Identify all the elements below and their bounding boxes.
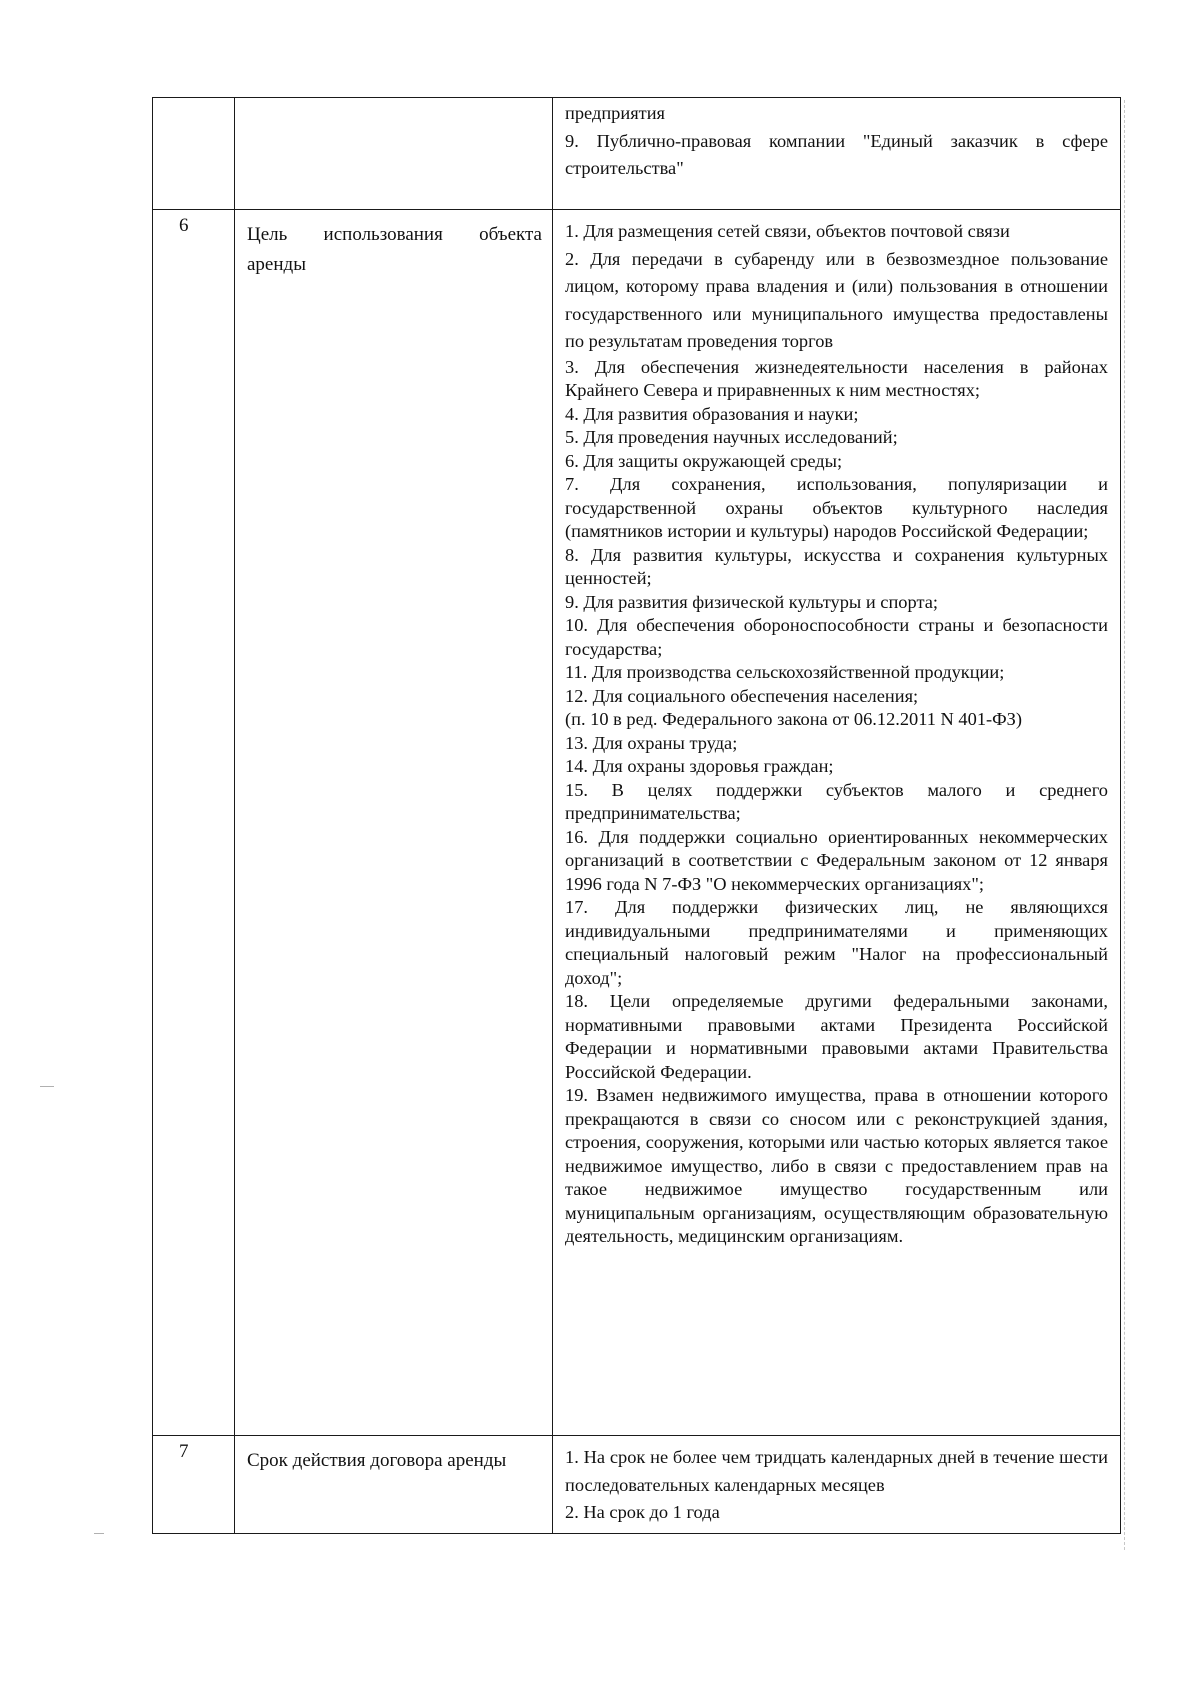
- list-item: 15. В целях поддержки субъектов малого и среднего предпринимательства;: [565, 779, 1108, 823]
- list-item: 1. На срок не более чем тридцать календарных дней в течение шести последовательных календарных месяцев: [565, 1447, 1108, 1495]
- list-item: 6. Для защиты окружающей среды;: [565, 450, 843, 471]
- row-value-cell: [553, 1436, 1121, 1534]
- table-row: [153, 98, 1121, 210]
- row-name-cell: [235, 1436, 553, 1534]
- table-row: [153, 1436, 1121, 1534]
- scan-margin-mark: [94, 1533, 104, 1534]
- list-item: 2. На срок до 1 года: [565, 1502, 720, 1522]
- list-item: 4. Для развития образования и науки;: [565, 403, 859, 424]
- row-number-cell: [153, 210, 235, 1436]
- row-number: 7: [179, 1441, 189, 1462]
- row-number: 6: [179, 215, 189, 236]
- list-item: 5. Для проведения научных исследований;: [565, 427, 898, 447]
- list-item: 3. Для обеспечения жизнедеятельности населения в районах Крайнего Севера и приравненных к ним местностях;: [565, 356, 1108, 400]
- row-number-cell: [153, 98, 235, 210]
- list-item: 19. Взамен недвижимого имущества, права в отношении которого прекращаются в связи со сносом или с реконструкцией здания, строения, сооружения, которыми или частью которых является такое недвижимое имущество, либо в связи с предоставлением прав на такое недвижимое имущество государственным или муниципальным организациям, осуществляющим образовательную деятельность, медицинским организациям.: [565, 1085, 1108, 1246]
- scan-margin-mark: [40, 1086, 54, 1087]
- row-value-cell: [553, 98, 1121, 210]
- list-item: предприятия: [565, 103, 665, 123]
- list-item: 8. Для развития культуры, искусства и сохранения культурных ценностей;: [565, 544, 1108, 588]
- list-item: 7. Для сохранения, использования, популяризации и государственной охраны объектов культурного наследия (памятников истории и культуры) народов Российской Федерации;: [565, 474, 1108, 541]
- list-item: 11. Для производства сельскохозяйственной продукции;: [565, 662, 1005, 682]
- list-item: (п. 10 в ред. Федерального закона от 06.12.2011 N 401-ФЗ): [565, 709, 1023, 729]
- list-item: 14. Для охраны здоровья граждан;: [565, 756, 834, 776]
- table-row: [153, 210, 1121, 1436]
- list-item: 1. Для размещения сетей связи, объектов почтовой связи: [565, 221, 1010, 241]
- list-item: 9. Для развития физической культуры и спорта;: [565, 591, 938, 612]
- row-number-cell: [153, 1436, 235, 1534]
- list-item: 13. Для охраны труда;: [565, 732, 738, 753]
- scan-edge-line: [1124, 100, 1125, 1550]
- list-item: 18. Цели определяемые другими федеральными законами, нормативными правовыми актами Президента Российской Федерации и нормативными правовыми актами Правительства Российской Федерации.: [565, 991, 1108, 1082]
- row-name: Срок действия договора аренды: [247, 1450, 507, 1471]
- list-item: 10. Для обеспечения обороноспособности страны и безопасности государства;: [565, 615, 1108, 659]
- row-name-cell: [235, 210, 553, 1436]
- list-item: 2. Для передачи в субаренду или в безвозмездное пользование лицом, которому права владения и (или) пользования в отношении государственного или муниципального имущества предоставлены по результатам проведения торгов: [565, 248, 1108, 351]
- list-item: 16. Для поддержки социально ориентированных некоммерческих организаций в соответствии с Федеральным законом от 12 января 1996 года N 7-ФЗ "О некоммерческих организациях";: [565, 826, 1108, 894]
- lease-terms-table: [152, 97, 1121, 1534]
- list-item: 9. Публично-правовая компании "Единый заказчик в сфере строительства": [565, 130, 1108, 178]
- row-value-cell: [553, 210, 1121, 1436]
- row-name: Цель использования объекта аренды: [247, 224, 542, 275]
- list-item: 12. Для социального обеспечения населения;: [565, 685, 919, 706]
- row-name-cell: [235, 98, 553, 210]
- list-item: 17. Для поддержки физических лиц, не являющихся индивидуальными предпринимателями и применяющих специальный налоговый режим "Налог на профессиональный доход";: [565, 897, 1108, 988]
